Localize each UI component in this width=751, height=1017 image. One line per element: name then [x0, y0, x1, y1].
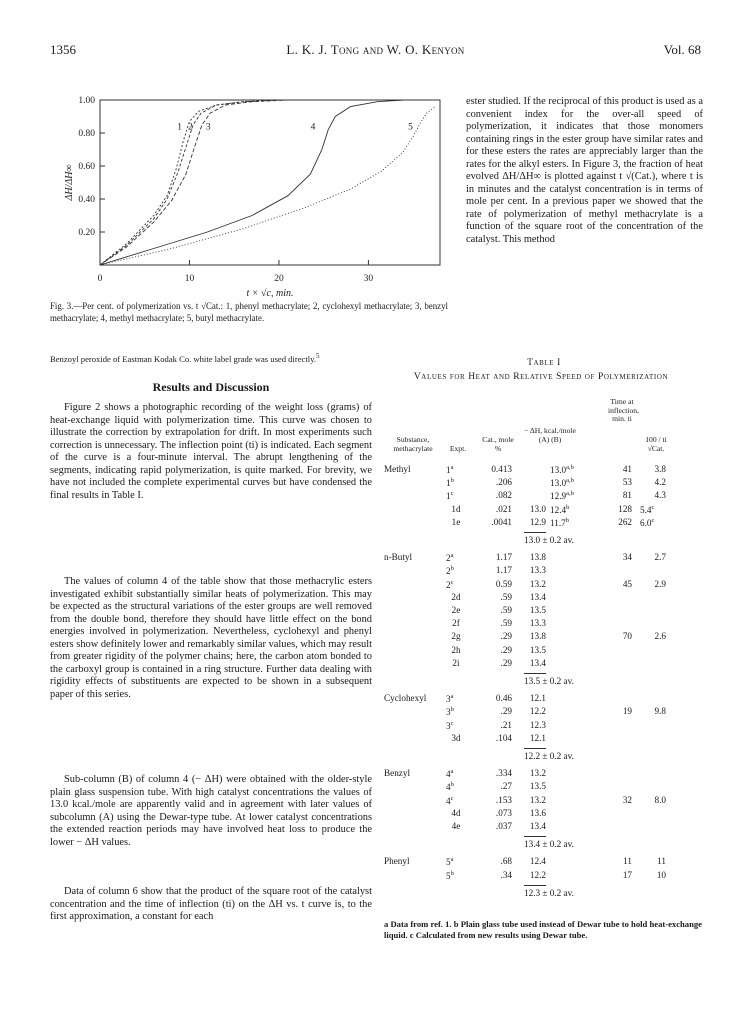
y-axis-label: ΔH/ΔH∞ — [64, 164, 75, 201]
footnote-marker: b — [450, 869, 454, 877]
table-cell: .29 — [500, 631, 512, 642]
table-cell: .153 — [495, 794, 512, 805]
table-cell: 3.8 — [654, 464, 666, 474]
table-cell: 2.6 — [654, 631, 666, 642]
table-cell: .29 — [500, 657, 512, 668]
table-cell: 13.8 — [529, 552, 546, 563]
table-cell — [446, 565, 476, 576]
table-cell: 13.0 — [529, 503, 546, 514]
table-cell — [446, 856, 476, 867]
benzoyl-text: Benzoyl peroxide of Eastman Kodak Co. white label grade was used directly. — [50, 353, 317, 364]
footnote-marker: b — [566, 503, 570, 511]
table-cell: 0.59 — [495, 578, 512, 589]
table-average: 12.2 ± 0.2 av. — [524, 751, 574, 761]
table-cell: 2d — [451, 591, 461, 602]
curve-label-2: 2 — [187, 122, 193, 133]
ref-marker: 5 — [316, 352, 320, 360]
footnote-marker: b — [565, 516, 569, 524]
table-cell — [640, 517, 676, 528]
running-title: L. K. J. Tong and W. O. Kenyon — [286, 42, 465, 57]
table-cell: 0.413 — [491, 464, 512, 474]
table-cell: 70 — [622, 631, 632, 642]
table-cell: 11 — [657, 856, 666, 867]
table-cell: 19 — [622, 706, 632, 717]
table-cell: .59 — [500, 618, 512, 629]
table-substance: Methyl — [384, 464, 411, 474]
table-cell: 2i — [452, 657, 460, 668]
curve-label-3: 3 — [205, 122, 211, 133]
table-cell — [550, 490, 592, 501]
table-cell: 2e — [451, 605, 461, 615]
table-cell: 4d — [451, 807, 461, 818]
table-cell: 2h — [451, 644, 461, 655]
table-cell: 53 — [622, 477, 632, 488]
table-cell — [446, 720, 476, 731]
table-average: 13.5 ± 0.2 av. — [524, 676, 574, 686]
cell-value: 6.0 — [640, 517, 652, 528]
table-substance: n-Butyl — [384, 552, 413, 563]
average-rule — [524, 673, 546, 674]
table-substance: Cyclohexyl — [384, 693, 427, 704]
footnote-marker: a — [450, 552, 454, 560]
footnote-marker: a — [450, 768, 454, 776]
series-2-curve — [100, 100, 333, 265]
cell-value: 4 — [446, 795, 451, 806]
cell-value: 3 — [446, 720, 451, 731]
table-cell — [550, 517, 592, 528]
table-cell: 34 — [622, 552, 632, 563]
table-cell: .0041 — [491, 516, 512, 527]
table-cell: .29 — [500, 706, 512, 717]
table-cell: 2g — [451, 631, 461, 642]
section-heading: Results and Discussion — [152, 380, 270, 394]
table-cell: 4e — [451, 821, 461, 831]
table-cell: 32 — [622, 794, 632, 805]
table-cell: 13.6 — [529, 807, 546, 818]
table-label: Table I — [527, 358, 561, 368]
y-tick-label: 0.80 — [78, 129, 95, 139]
table-cell — [446, 870, 476, 881]
footnote-marker: a,b — [566, 464, 574, 471]
footnote-marker: c — [450, 794, 454, 802]
footnote-marker: a,b — [566, 490, 574, 498]
cell-value: 5 — [446, 870, 451, 881]
curve-label-5: 5 — [408, 122, 413, 133]
footnote-marker: c — [651, 516, 655, 524]
table-average: 12.3 ± 0.2 av. — [524, 887, 574, 898]
average-rule — [524, 836, 546, 837]
cell-value: 13.0 — [550, 465, 567, 476]
table-cell — [446, 490, 476, 501]
footnote-marker: a — [450, 856, 454, 864]
table-cell: .082 — [495, 490, 512, 501]
table-cell: 1.17 — [495, 565, 512, 576]
table-substance: Phenyl — [384, 856, 410, 867]
table-cell — [446, 579, 476, 590]
curve-label-1: 1 — [177, 122, 183, 133]
table-cell: 13.5 — [529, 781, 546, 792]
table-cell: 4.2 — [654, 477, 666, 488]
cell-value: 11.7 — [550, 517, 566, 528]
table-cell: 13.5 — [529, 605, 546, 615]
footnote-marker: c — [450, 578, 454, 586]
table-average: 13.0 ± 0.2 av. — [524, 535, 574, 545]
average-rule — [524, 532, 546, 533]
cell-value: 2 — [446, 579, 451, 590]
cell-value: 5.4 — [640, 504, 652, 515]
footnote-marker: a — [450, 464, 454, 471]
paragraph-4: Data of column 6 show that the product of the square root of the catalyst concentration and the time of inflection (ti) on the ΔH vs. t curve is, to the first approximation, a constant for each — [50, 886, 372, 923]
footnote-marker: b — [450, 477, 454, 485]
y-tick-label: 0.60 — [78, 162, 95, 172]
series-3-curve — [100, 100, 333, 265]
table-cell: 12.2 — [529, 869, 546, 880]
x-axis-label: t × √c, min. — [246, 288, 294, 299]
table-cell: .59 — [500, 591, 512, 602]
table-cell: 128 — [618, 503, 632, 514]
table-cell: .104 — [495, 732, 512, 743]
table-cell: 13.8 — [529, 631, 546, 642]
table-cell: 81 — [622, 490, 632, 501]
table-cell: 1.17 — [495, 552, 512, 563]
table-cell: .34 — [500, 869, 512, 880]
table-cell — [446, 706, 476, 717]
table-cell: 12.4 — [529, 856, 546, 867]
table-cell — [550, 504, 592, 515]
table-cell: 1e — [451, 516, 461, 527]
table-cell: 12.1 — [529, 732, 546, 743]
footnote-marker: b — [450, 706, 454, 714]
table-cell: .334 — [495, 768, 512, 779]
table-cell: 262 — [618, 516, 632, 527]
table-cell — [446, 781, 476, 792]
table-cell — [550, 464, 592, 475]
table-cell: 13.2 — [529, 578, 546, 589]
footnote-marker: c — [651, 503, 655, 511]
footnote-marker: c — [450, 719, 454, 727]
table-cell — [446, 464, 476, 475]
table-cell — [446, 552, 476, 563]
table-cell: 13.3 — [529, 618, 546, 629]
volume: Vol. 68 — [663, 42, 701, 57]
header-cat: Cat., mole % — [482, 435, 514, 453]
cell-value: 3 — [446, 694, 451, 705]
table-cell: 2.9 — [654, 578, 666, 589]
paragraph-3: Sub-column (B) of column 4 (− ΔH) were obtained with the older-style plain glass suspension tube. With high catalyst concentrations the values of 13.0 kcal./mole are apparently valid and in agreement with later values of subcolumn (A) using the Dewar-type tube. At lower catalyst concentrations the extended reaction periods may have involved heat loss to produce the lower − ΔH values. — [50, 774, 372, 848]
cell-value: 13.0 — [550, 478, 567, 489]
table-cell: 17 — [622, 869, 632, 880]
table-cell: 12.3 — [529, 719, 546, 730]
footnote-marker: c — [450, 490, 454, 498]
table-cell — [446, 768, 476, 779]
table-cell: 13.2 — [529, 768, 546, 779]
y-tick-label: 0.20 — [78, 228, 95, 238]
table-cell: 13.2 — [529, 794, 546, 805]
table-cell: .021 — [495, 503, 512, 514]
table-cell: 0.46 — [495, 693, 512, 704]
footnote-marker: b — [450, 781, 454, 789]
paragraph-right-top: ester studied. If the reciprocal of this product is used as a convenient index for the over-all speed of polymerization, it indicates that those monomers containing rings in the ester group have similar rates and for these esters the rates are appreciably larger than the rates for the alkyl esters. In Figure 3, the fraction of heat evolved ΔH/ΔH∞ is plotted against t √(Cat.), where t is in minutes and the catalyst concentration is in terms of mole per cent. In a previous paper we showed that the rate of polymerization of methyl methacrylate is a function of the square root of the concentration of the catalyst. This method — [466, 96, 703, 246]
x-tick-label: 20 — [274, 274, 284, 284]
table-cell: 2.7 — [654, 552, 666, 563]
header-time: Time at inflection, min. ti — [608, 397, 639, 424]
table-cell: 9.8 — [654, 706, 666, 717]
table-cell: 1d — [451, 503, 461, 514]
cell-value: 1 — [446, 478, 451, 489]
table-substance: Benzyl — [384, 768, 411, 779]
table-cell: 13.4 — [529, 821, 546, 831]
table-cell — [550, 477, 592, 488]
table-cell: 13.3 — [529, 565, 546, 576]
footnote-marker: b — [450, 565, 454, 573]
table-cell: 13.4 — [529, 591, 546, 602]
table-cell: 13.5 — [529, 644, 546, 655]
table-cell: 12.9 — [529, 516, 546, 527]
figure-caption: Fig. 3.—Per cent. of polymerization vs. t √Cat.: 1, phenyl methacrylate; 2, cyclohexyl methacrylate; 3, benzyl methacrylate; 4, methyl methacrylate; 5, butyl methacrylate. — [50, 301, 448, 323]
cell-value: 4 — [446, 782, 451, 793]
table-cell: 10 — [656, 869, 666, 880]
table-cell — [446, 795, 476, 806]
cell-value: 12.9 — [550, 491, 567, 502]
paragraph-benzoyl — [50, 351, 350, 365]
cell-value: 1 — [446, 491, 451, 502]
table-1 — [384, 398, 714, 898]
table-cell: 2f — [452, 618, 460, 629]
series-5-curve — [100, 107, 436, 265]
table-cell: 45 — [622, 578, 632, 589]
plot-frame — [100, 100, 440, 265]
header-substance: Substance, methacrylate — [393, 435, 433, 453]
table-cell: 12.2 — [529, 706, 546, 717]
cell-value: 12.4 — [550, 504, 567, 515]
table-cell — [446, 477, 476, 488]
table-cell: .073 — [495, 807, 512, 818]
page-number: 1356 — [50, 42, 76, 57]
x-tick-label: 10 — [184, 274, 195, 284]
table-cell — [640, 504, 676, 515]
curve-label-4: 4 — [310, 122, 316, 133]
table-title: Values for Heat and Relative Speed of Polymerization — [413, 372, 669, 382]
cell-value: 4 — [446, 769, 451, 780]
paragraph-1: Figure 2 shows a photographic recording of the weight loss (grams) of heat-exchange liquid with polymerization time. This curve was chosen to illustrate the correction by extrapolation for drift. In most experiments such correction is unnecessary. The inflection point (ti) is indicated. Each segment of the curve is a four-minute interval. The abrupt lengthening of the segments, indicating rapid polymerization, is quite marked. For brevity, we have not included the complete experimental curves but have condensed the final results in Table I. — [50, 402, 372, 501]
cell-value: 2 — [446, 566, 451, 577]
cell-value: 1 — [446, 465, 451, 476]
footnote-marker: a,b — [566, 477, 574, 485]
header-expt: Expt. — [449, 444, 467, 453]
table-cell: .037 — [495, 821, 512, 831]
y-tick-label: 1.00 — [78, 96, 95, 106]
table-cell: 4.3 — [654, 490, 666, 501]
table-cell: .68 — [500, 856, 512, 867]
table-cell: 41 — [622, 464, 632, 474]
cell-value: 2 — [446, 553, 451, 564]
cell-value: 5 — [446, 857, 451, 868]
figure-3-chart — [60, 92, 460, 302]
series-1-curve — [100, 100, 333, 265]
table-cell: 8.0 — [654, 794, 666, 805]
table-cell: 11 — [623, 856, 632, 867]
table-cell: .29 — [500, 644, 512, 655]
footnote-marker: a — [450, 693, 454, 701]
table-cell: 13.4 — [529, 657, 546, 668]
x-tick-label: 30 — [363, 274, 374, 284]
table-cell: 3d — [451, 732, 461, 743]
table-cell: .206 — [495, 477, 512, 488]
average-rule — [524, 748, 546, 749]
table-footnote: a Data from ref. 1. b Plain glass tube used instead of Dewar tube to hold heat-exchange liquid. c Calculated from new results using Dewar tube. — [384, 919, 702, 940]
average-rule — [524, 885, 546, 886]
table-cell: .27 — [500, 781, 512, 792]
series-4-curve — [100, 100, 404, 265]
table-cell: 12.1 — [529, 693, 546, 704]
table-cell — [446, 693, 476, 704]
header-dh: − ΔH, kcal./mole (A) (B) — [524, 426, 576, 444]
paragraph-2: The values of column 4 of the table show that those methacrylic esters investigated exhibit substantially similar heats of polymerization. This may be expected as the structural variations of the ester groups are well removed from the double bond, therefore they should have little effect on the bond energies involved in polymerization. Nevertheless, cyclohexyl and phenyl esters show definitely lower and remarkably similar values, which may result from greater rigidity of the polymer chains; here, the carbon atom bonded to the carboxyl group is contained in a ring structure. Further data dealing with rigidity effects of substituents are expected to be shown in a subsequent paper of this series. — [50, 576, 372, 700]
table-cell: .21 — [500, 719, 512, 730]
header-ratio: 100 / ti √Cat. — [645, 435, 667, 453]
table-cell: .59 — [500, 605, 512, 615]
cell-value: 3 — [446, 707, 451, 718]
x-tick-label: 0 — [97, 274, 103, 284]
table-average: 13.4 ± 0.2 av. — [524, 839, 574, 850]
y-tick-label: 0.40 — [78, 195, 95, 205]
